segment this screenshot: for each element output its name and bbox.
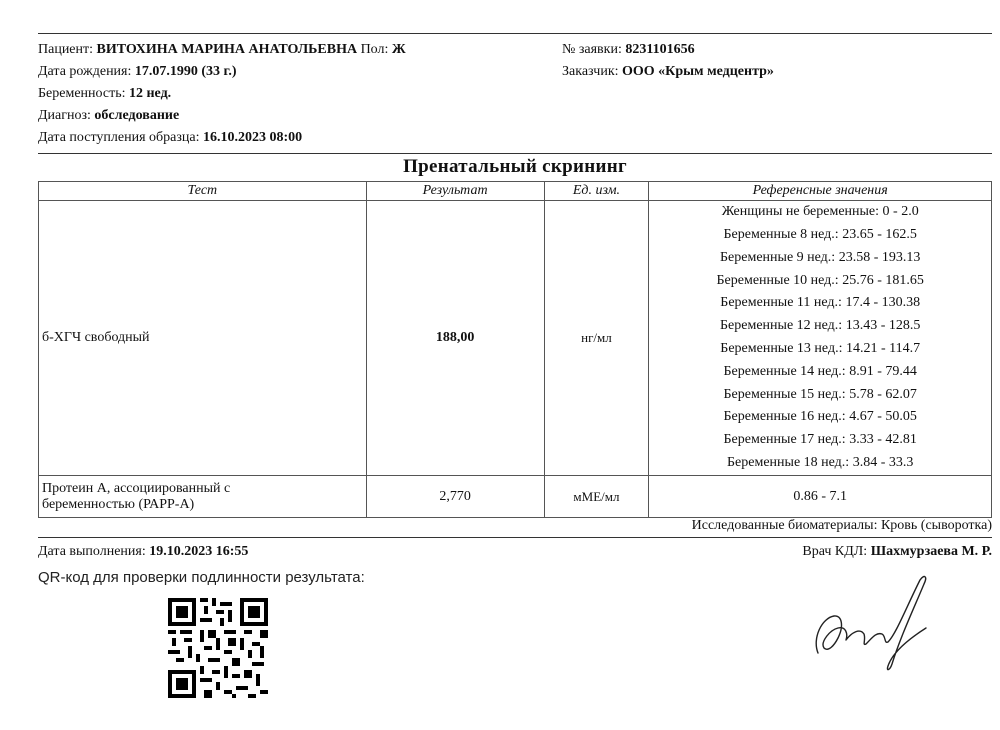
customer-line [562, 61, 774, 82]
reference-values [649, 201, 992, 476]
signature-icon [808, 568, 948, 678]
patient-name: ВИТОХИНА МАРИНА АНАТОЛЬЕВНА [96, 42, 358, 57]
patient-sex: Ж [391, 42, 406, 57]
doctor-label: Врач КДЛ: [802, 544, 868, 559]
doctor-line [802, 541, 992, 562]
reference-line: Беременные 14 нед.: 8.91 - 79.44 [723, 363, 917, 379]
table-row [39, 201, 992, 476]
completion-date: 19.10.2023 16:55 [149, 544, 249, 559]
order-number-label: № заявки: [562, 42, 622, 57]
reference-line: Беременные 12 нед.: 13.43 - 128.5 [720, 318, 921, 334]
received-date: 16.10.2023 08:00 [202, 130, 303, 145]
test-name: б-ХГЧ свободный [39, 201, 367, 476]
completion-label: Дата выполнения: [38, 544, 146, 559]
results-table [38, 181, 992, 518]
test-result [366, 201, 544, 476]
table-row [39, 476, 992, 518]
pregnancy-label: Беременность: [38, 86, 126, 101]
order-number: 8231101656 [625, 42, 695, 57]
test-result: 2,770 [366, 476, 544, 518]
reference-line: Беременные 11 нед.: 17.4 - 130.38 [720, 295, 921, 311]
customer-label: Заказчик: [562, 64, 619, 79]
test-name-line: беременностью (РАРР-А) [42, 496, 195, 512]
pregnancy-weeks: 12 нед. [128, 86, 172, 101]
col-header-unit: Ед. изм. [544, 182, 649, 201]
received-line [38, 127, 302, 148]
completion-line [38, 541, 248, 562]
col-header-reference: Референсные значения [649, 182, 992, 201]
diagnosis-line [38, 105, 179, 126]
qr-code-icon[interactable] [168, 598, 268, 698]
reference-line: Беременные 13 нед.: 14.21 - 114.7 [720, 341, 921, 356]
diagnosis-label: Диагноз: [38, 108, 91, 123]
reference-line: Беременные 10 нед.: 25.76 - 181.65 [716, 272, 924, 288]
patient-name-line [38, 39, 406, 60]
received-label: Дата поступления образца: [38, 130, 200, 145]
reference-line: Беременные 9 нед.: 23.58 - 193.13 [720, 249, 921, 265]
test-unit: нг/мл [544, 201, 649, 476]
reference-line: Беременные 8 нед.: 23.65 - 162.5 [723, 227, 917, 243]
order-number-line [562, 39, 695, 60]
test-unit: мМЕ/мл [544, 476, 649, 518]
header-top-rule [38, 33, 992, 34]
doctor-name: Шахмурзаева М. Р. [870, 544, 992, 559]
reference-line: Женщины не беременные: 0 - 2.0 [721, 204, 919, 220]
reference-line: Беременные 17 нед.: 3.33 - 42.81 [723, 432, 917, 448]
biomaterials-note: Исследованные биоматериалы: Кровь (сыворотка) [691, 518, 992, 533]
birth-date: 17.07.1990 (33 г.) [134, 64, 237, 79]
reference-line: Беременные 18 нед.: 3.84 - 33.3 [727, 454, 914, 470]
test-name [39, 476, 367, 518]
reference-values: 0.86 - 7.1 [649, 476, 992, 518]
report-title: Пренатальный скрининг [403, 156, 627, 177]
footer-rule [38, 537, 992, 538]
patient-label: Пациент: [38, 42, 94, 57]
reference-line: Беременные 16 нед.: 4.67 - 50.05 [723, 409, 917, 425]
col-header-test: Тест [39, 182, 367, 201]
title-rule [38, 153, 992, 154]
birth-line [38, 61, 237, 82]
reference-line: Беременные 15 нед.: 5.78 - 62.07 [723, 386, 917, 402]
birth-label: Дата рождения: [38, 64, 132, 79]
qr-caption: QR-код для проверки подлинности результата: [38, 569, 365, 586]
table-header-row [39, 182, 992, 201]
col-header-result: Результат [366, 182, 544, 201]
test-name-line: Протеин А, ассоциированный с [42, 480, 231, 496]
diagnosis-value: обследование [94, 108, 180, 123]
customer-name: ООО «Крым медцентр» [622, 64, 774, 79]
result-value: 188,00 [435, 330, 475, 345]
sex-label: Пол: [360, 42, 389, 57]
pregnancy-line [38, 83, 171, 104]
